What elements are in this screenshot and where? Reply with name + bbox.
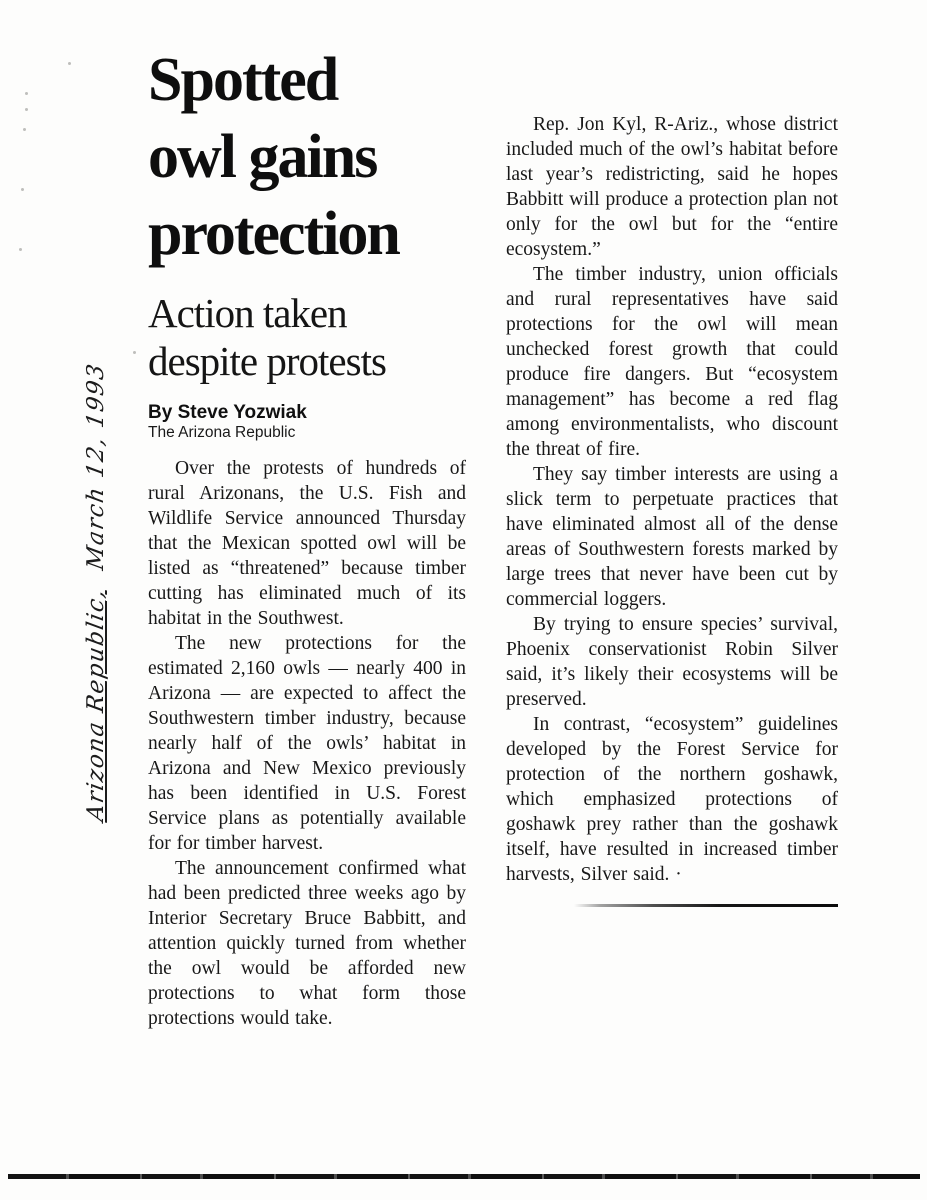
bottom-rule bbox=[8, 1174, 920, 1179]
article-paragraph: Over the protests of hundreds of rural Arizonans, the U.S. Fish and Wildlife Service announced Thursday that the Mexican spotted owl will be listed as “threatened” because timber cutting has eliminated much of its habitat in the Southwest. bbox=[148, 458, 466, 629]
scan-speckle bbox=[19, 248, 22, 251]
subhead-line-1: Action taken bbox=[148, 290, 347, 336]
scan-speckle bbox=[21, 188, 24, 191]
headline-line-2: owl gains bbox=[148, 123, 377, 191]
right-column bbox=[506, 112, 838, 907]
handwritten-source-date: March 12, 1993 bbox=[83, 360, 109, 573]
headline-line-3: protection bbox=[148, 200, 399, 268]
scan-speckle bbox=[23, 128, 26, 131]
byline-block bbox=[148, 402, 466, 442]
article-end-divider bbox=[574, 904, 838, 907]
byline-organization: The Arizona Republic bbox=[148, 424, 296, 441]
byline-author: By Steve Yozwiak bbox=[148, 402, 307, 423]
subhead-line-2: despite protests bbox=[148, 338, 386, 384]
headline-line-1: Spotted bbox=[148, 46, 338, 114]
handwritten-source-inner bbox=[83, 361, 109, 823]
scan-speckle bbox=[25, 108, 28, 111]
subheadline bbox=[148, 289, 466, 385]
left-column bbox=[148, 42, 466, 1031]
article-paragraph: The announcement confirmed what had been predicted three weeks ago by Interior Secretary Bruce Babbitt, and attention quickly turned from whether the owl would be afforded new protections to what form those protections would take. bbox=[148, 858, 466, 1029]
article-paragraph: The timber industry, union officials and rural representatives have said protections for the owl will mean unchecked forest growth that could produce fire dangers. But “ecosystem management” has become a red flag among environmentalists, who discount the threat of fire. bbox=[506, 264, 838, 460]
scan-speckle bbox=[68, 62, 71, 65]
handwritten-source-title: Arizona Republic, bbox=[83, 586, 109, 824]
article-paragraph: In contrast, “ecosystem” guidelines developed by the Forest Service for protection of the northern goshawk, which emphasized protections of goshawk prey rather than the goshawk itself, have resulted in increased timber harvests, Silver said. · bbox=[506, 714, 838, 885]
article-paragraph: Rep. Jon Kyl, R-Ariz., whose district included much of the owl’s habitat before last year’s redistricting, said he hopes Babbitt will produce a protection plan not only for the owl but for the “entire ecosystem.” bbox=[506, 114, 839, 260]
headline bbox=[148, 42, 466, 273]
handwritten-source-note bbox=[83, 360, 109, 824]
article-paragraph: By trying to ensure species’ survival, Phoenix conservationist Robin Silver said, it’s likely their ecosystems will be preserved. bbox=[506, 614, 838, 710]
article-paragraph: The new protections for the estimated 2,160 owls — nearly 400 in Arizona — are expected to affect the Southwestern timber industry, because nearly half of the owls’ habitat in Arizona and New Mexico previously has been identified in U.S. Forest Service plans as potentially available for for timber harvest. bbox=[148, 633, 466, 854]
scan-speckle bbox=[25, 92, 28, 95]
article-paragraph: They say timber interests are using a slick term to perpetuate practices that have eliminated almost all of the dense areas of Southwestern forests marked by large trees that never have been cut by commercial loggers. bbox=[506, 464, 838, 610]
scan-speckle bbox=[133, 351, 136, 354]
